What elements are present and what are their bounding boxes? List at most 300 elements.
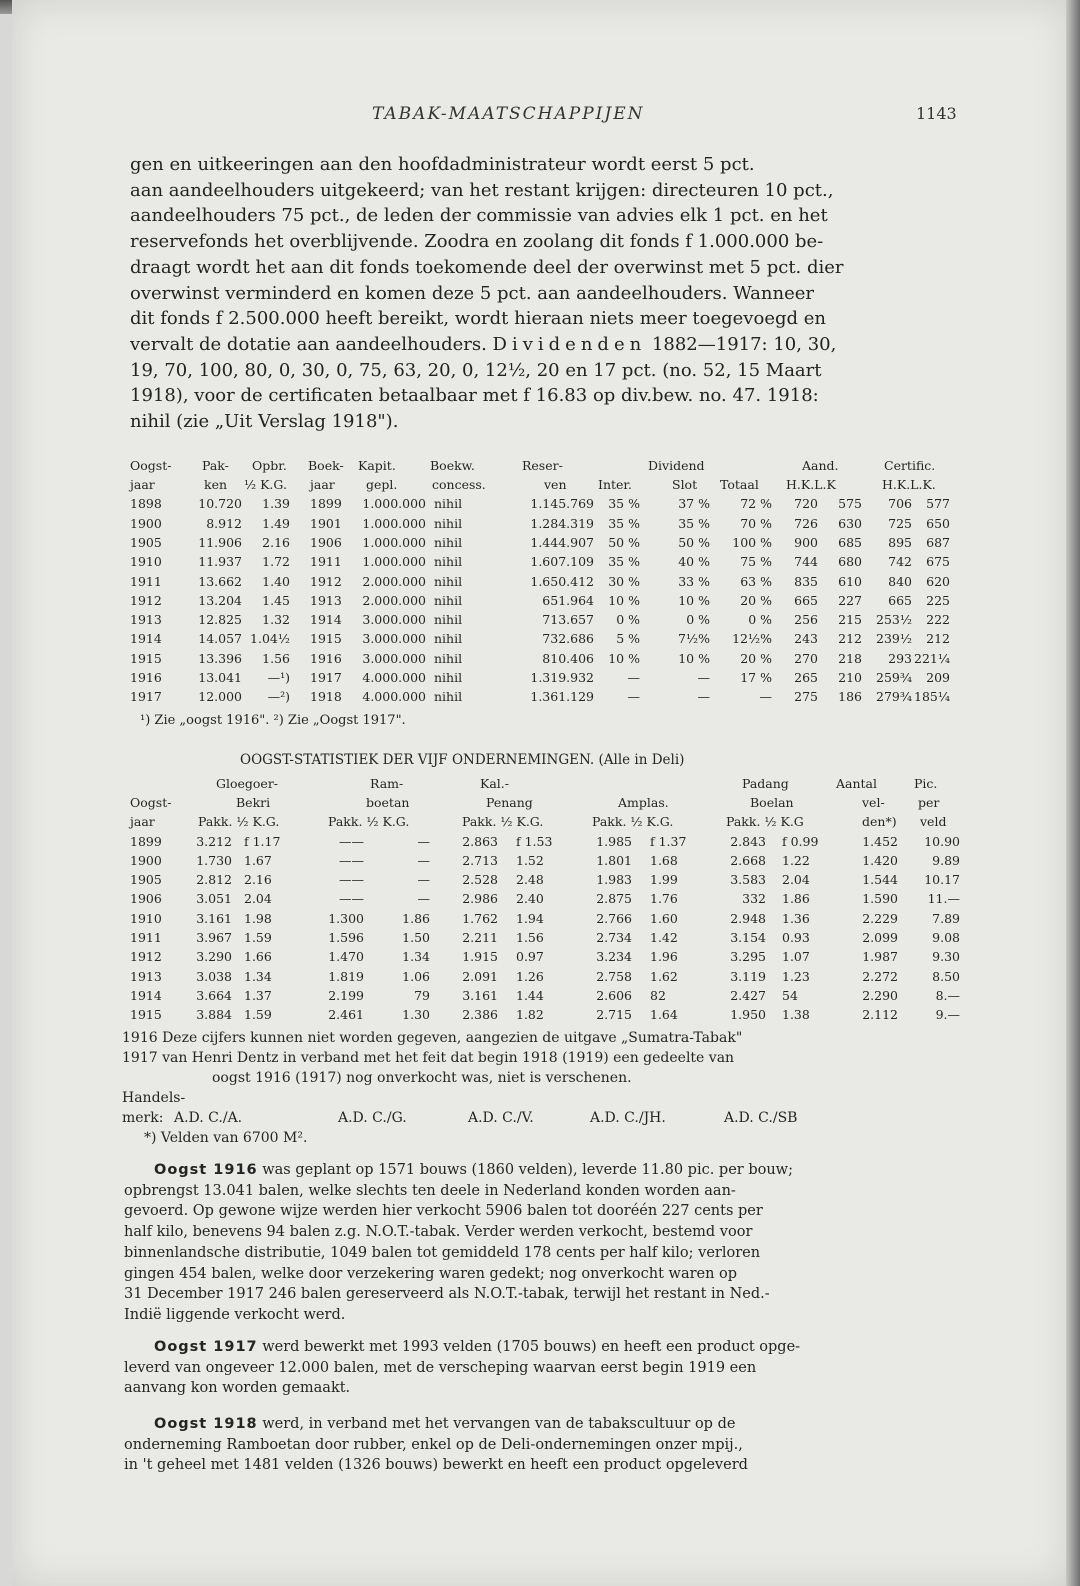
table-cell: 0 % — [616, 612, 640, 628]
table-cell: 20 % — [740, 592, 772, 608]
table-cell: 7½% — [678, 631, 710, 647]
table-row — [130, 689, 960, 708]
table-cell: 2.427 — [730, 987, 766, 1003]
table-cell: 79 — [414, 987, 430, 1003]
table-cell: 8.912 — [206, 515, 242, 531]
text-segment: was geplant op 1571 bouws (1860 velden), leverde 11.80 pic. per bouw; — [257, 1162, 793, 1178]
table-cell: — — [627, 689, 640, 705]
table-cell: 1.361.129 — [530, 689, 594, 705]
table-cell: 1912 — [310, 573, 342, 589]
text-line — [124, 1414, 748, 1435]
table-cell: nihil — [434, 496, 463, 512]
table-cell: 9.08 — [932, 930, 960, 946]
merk-value: A.D. C./G. — [338, 1110, 407, 1126]
table-cell: 2.16 — [244, 872, 272, 888]
table-cell: 1.23 — [782, 968, 810, 984]
table-cell: 1912 — [130, 949, 162, 965]
table-cell: 2.290 — [862, 987, 898, 1003]
table-cell: 1900 — [130, 515, 162, 531]
table-cell: 1.59 — [244, 930, 272, 946]
table-cell: 4.000.000 — [362, 670, 426, 686]
table-cell: 1.39 — [262, 496, 290, 512]
text-segment: werd bewerkt met 1993 velden (1705 bouws) en heeft een product opge- — [257, 1339, 801, 1355]
text-line: aan aandeelhouders uitgekeerd; van het restant krijgen: directeuren 10 pct., — [130, 179, 834, 201]
table-header-cell: gepl. — [366, 477, 398, 493]
text-segment: werd, in verband met het vervangen van de tabakscultuur op de — [257, 1416, 736, 1432]
footnote: ¹) Zie „oogst 1916". ²) Zie „Oogst 1917". — [140, 713, 406, 728]
table-cell: 1.145.769 — [530, 496, 594, 512]
table-cell: 3.038 — [196, 968, 232, 984]
table-cell: 2.000.000 — [362, 592, 426, 608]
table-header-cell: per — [918, 795, 940, 811]
table-cell: 3.000.000 — [362, 612, 426, 628]
table-cell: 1.82 — [516, 1007, 544, 1023]
table-cell: 895 — [888, 534, 912, 550]
table-cell: 1916 — [130, 670, 162, 686]
scan-right-edge — [1066, 0, 1080, 1586]
table-cell: 1.99 — [650, 872, 678, 888]
table-cell: 2.386 — [462, 1007, 498, 1023]
table-header-cell: ven — [544, 477, 567, 493]
table-cell: 40 % — [678, 554, 710, 570]
table-cell: 1.60 — [650, 910, 678, 926]
table-cell: 10 % — [678, 592, 710, 608]
table-cell: 33 % — [678, 573, 710, 589]
table-cell: 742 — [888, 554, 912, 570]
dividend-table — [130, 458, 960, 709]
text-line: onderneming Ramboetan door rubber, enkel op de Deli-ondernemingen onzer mpij., — [124, 1436, 743, 1453]
table-header-cell: Slot — [672, 477, 698, 493]
note-line: oogst 1916 (1917) nog onverkocht was, niet is verschenen. — [212, 1070, 632, 1086]
table-cell: 3.234 — [596, 949, 632, 965]
table-row — [130, 516, 960, 535]
table-cell: 1.45 — [262, 592, 290, 608]
table-cell: 3.664 — [196, 987, 232, 1003]
table-header-cell: jaar — [130, 814, 155, 830]
table-header-cell: Gloegoer- — [216, 776, 279, 791]
table-cell: 1914 — [130, 631, 162, 647]
table-cell: 7.89 — [932, 910, 960, 926]
table-row — [122, 930, 962, 949]
table-cell: 1915 — [310, 631, 342, 647]
table-cell: 54 — [782, 987, 798, 1003]
table-cell: 13.041 — [198, 670, 242, 686]
table-cell: 2.04 — [244, 891, 272, 907]
table-row — [130, 651, 960, 670]
table-cell: 35 % — [608, 554, 640, 570]
table-cell: 5 % — [616, 631, 640, 647]
table-cell: 1.86 — [782, 891, 810, 907]
table-cell: 2.875 — [596, 891, 632, 907]
table-cell: 726 — [794, 515, 818, 531]
table-header-cell: Oogst- — [130, 795, 172, 811]
text-line: gingen 454 balen, welke door verzekering waren gedekt; nog onverkocht waren op — [124, 1265, 738, 1282]
table-cell: 1.94 — [516, 910, 544, 926]
table-header-cell: ken — [204, 477, 228, 493]
table-cell: 2.099 — [862, 930, 898, 946]
table-cell: 1.06 — [402, 968, 430, 984]
text-line: Indië liggende verkocht werd. — [124, 1306, 346, 1323]
table-cell: 1.319.932 — [530, 670, 594, 686]
table-cell: 3.583 — [730, 872, 766, 888]
table-row — [122, 911, 962, 930]
table-cell: 675 — [926, 554, 950, 570]
table-header-row — [122, 776, 962, 795]
table-cell: 11.906 — [198, 534, 242, 550]
table-cell: nihil — [434, 534, 463, 550]
table-cell: 3.884 — [196, 1007, 232, 1023]
table-cell: 1.37 — [244, 987, 272, 1003]
table-cell: 1.544 — [862, 872, 898, 888]
table-cell: 1.596 — [328, 930, 364, 946]
table-cell: 1.67 — [244, 852, 272, 868]
table-cell: 2.734 — [596, 930, 632, 946]
table-cell: 279¾ — [876, 689, 912, 705]
table-cell: f 1.17 — [244, 833, 281, 849]
text-line: half kilo, benevens 94 balen z.g. N.O.T.-tabak. Verder werden verkocht, bestemd voor — [124, 1224, 753, 1241]
table-cell: nihil — [434, 612, 463, 628]
table-row — [122, 949, 962, 968]
table-cell: 1.26 — [516, 968, 544, 984]
table-cell: 2.000.000 — [362, 573, 426, 589]
table-cell: 293 — [888, 650, 912, 666]
table-cell: 75 % — [740, 554, 772, 570]
table-cell: 9.— — [935, 1007, 960, 1023]
table-cell: 900 — [794, 534, 818, 550]
harvest-1917-section — [124, 1337, 800, 1399]
table-row — [122, 834, 962, 853]
table-cell: 1.284.319 — [530, 515, 594, 531]
table-cell: 2.272 — [862, 968, 898, 984]
table-cell: 13.396 — [198, 650, 242, 666]
table-cell: nihil — [434, 592, 463, 608]
table-header-cell: Pic. — [914, 776, 938, 791]
table-cell: 1.76 — [650, 891, 678, 907]
table-cell: 70 % — [740, 515, 772, 531]
table-cell: 2.668 — [730, 852, 766, 868]
table-cell: 1.44 — [516, 987, 544, 1003]
table-cell: 1.470 — [328, 949, 364, 965]
table-cell: 2.758 — [596, 968, 632, 984]
table-cell: 2.606 — [596, 987, 632, 1003]
table-cell: —²) — [267, 689, 290, 705]
table-cell: 3.051 — [196, 891, 232, 907]
text-line — [124, 1160, 793, 1181]
table-cell: 3.212 — [196, 833, 232, 849]
table-cell: —— — [339, 833, 364, 849]
table-row — [122, 872, 962, 891]
table-body — [130, 496, 960, 708]
table-cell: 1912 — [130, 592, 162, 608]
table-cell: 3.154 — [730, 930, 766, 946]
table-header-cell: boetan — [366, 795, 410, 811]
table-cell: 3.967 — [196, 930, 232, 946]
table-cell: 2.715 — [596, 1007, 632, 1023]
table-cell: 63 % — [740, 573, 772, 589]
table-cell: 1.762 — [462, 910, 498, 926]
footnote: *) Velden van 6700 M². — [144, 1130, 308, 1146]
table-cell: 1.42 — [650, 930, 678, 946]
table-cell: 1.40 — [262, 573, 290, 589]
table-cell: 1.56 — [516, 930, 544, 946]
handels-label: Handels- — [122, 1090, 186, 1106]
text-line: leverd van ongeveer 12.000 balen, met de verscheping waarvan eerst begin 1919 een — [124, 1359, 757, 1376]
table-cell: 1.62 — [650, 968, 678, 984]
harvest-statistics-table — [122, 776, 962, 1027]
table-cell: 3.161 — [462, 987, 498, 1003]
table-cell: 1.801 — [596, 852, 632, 868]
table-cell: 3.161 — [196, 910, 232, 926]
table-row — [130, 496, 960, 515]
table-header-cell: Pakk. ½ K.G — [726, 814, 804, 830]
table-header-cell: jaar — [130, 477, 155, 493]
table-cell: 17 % — [740, 670, 772, 686]
table-cell: 2.948 — [730, 910, 766, 926]
table-cell: 2.091 — [462, 968, 498, 984]
table-cell: 680 — [838, 554, 862, 570]
table-row — [122, 891, 962, 910]
table-cell: 1905 — [130, 534, 162, 550]
table-cell: 221¼ — [914, 650, 950, 666]
table-cell: 1910 — [130, 554, 162, 570]
table-header-cell: Opbr. — [252, 458, 287, 473]
table-cell: 100 % — [732, 534, 772, 550]
table-header-row — [122, 795, 962, 814]
table-header-cell: Bekri — [236, 795, 271, 811]
table-cell: 1.34 — [402, 949, 430, 965]
table-cell: 10.17 — [924, 872, 960, 888]
table-cell: 1.000.000 — [362, 515, 426, 531]
table-cell: — — [417, 891, 430, 907]
table-cell: 1913 — [130, 968, 162, 984]
table-cell: 1.983 — [596, 872, 632, 888]
section-lead: Oogst 1918 — [154, 1416, 258, 1432]
table-cell: 0.97 — [516, 949, 544, 965]
dividend-heading: Dividenden — [492, 333, 647, 355]
table-cell: —¹) — [267, 670, 290, 686]
table-cell: 212 — [838, 631, 862, 647]
table-cell: 1.49 — [262, 515, 290, 531]
table-cell: 10 % — [608, 650, 640, 666]
table-cell: 1.590 — [862, 891, 898, 907]
table-cell: 1.444.907 — [530, 534, 594, 550]
note-line: 1917 van Henri Dentz in verband met het feit dat begin 1918 (1919) een gedeelte van — [122, 1050, 735, 1066]
table-cell: 0.93 — [782, 930, 810, 946]
table-cell: 1.950 — [730, 1007, 766, 1023]
table-cell: 1.987 — [862, 949, 898, 965]
table-cell: 1914 — [130, 987, 162, 1003]
table-cell: nihil — [434, 631, 463, 647]
table-cell: 212 — [926, 631, 950, 647]
table-cell: 218 — [838, 650, 862, 666]
table-cell: 1.30 — [402, 1007, 430, 1023]
table-cell: 1.36 — [782, 910, 810, 926]
table-cell: 9.30 — [932, 949, 960, 965]
table-cell: 1910 — [130, 910, 162, 926]
table-cell: 0 % — [686, 612, 710, 628]
table-header-cell: Pakk. ½ K.G. — [198, 814, 280, 830]
text-line: 1918), voor de certificaten betaalbaar met f 16.83 op div.bew. no. 47. 1918: — [130, 385, 819, 407]
text-line: draagt wordt het aan dit fonds toekomende deel der overwinst met 5 pct. dier — [130, 256, 844, 278]
table-header-cell: Pak- — [202, 458, 229, 473]
table-header-cell: Boekw. — [430, 458, 475, 473]
table-cell: 2.16 — [262, 534, 290, 550]
text-line: gen en uitkeeringen aan den hoofdadministrateur wordt eerst 5 pct. — [130, 154, 755, 175]
table-cell: —— — [339, 891, 364, 907]
table-cell: 8.50 — [932, 968, 960, 984]
table-cell: 1.730 — [196, 852, 232, 868]
table-header-cell: Kal.- — [480, 776, 509, 791]
text-line — [124, 1337, 800, 1358]
table-cell: 4.000.000 — [362, 689, 426, 705]
merk-value: A.D. C./SB — [724, 1110, 798, 1126]
text-line: reservefonds het overblijvende. Zoodra en zoolang dit fonds f 1.000.000 be- — [130, 231, 824, 253]
table-cell: 810.406 — [542, 650, 594, 666]
table-cell: 3.290 — [196, 949, 232, 965]
table-cell: 732.686 — [542, 631, 594, 647]
table-cell: nihil — [434, 554, 463, 570]
text-line — [130, 332, 844, 358]
section-lead: Oogst 1917 — [154, 1339, 258, 1355]
table-row — [122, 969, 962, 988]
table-cell: 1898 — [130, 496, 162, 512]
table-cell: 650 — [926, 515, 950, 531]
table-cell: 1906 — [130, 891, 162, 907]
table-cell: 2.528 — [462, 872, 498, 888]
table-cell: — — [697, 689, 710, 705]
table-cell: 239½ — [876, 631, 912, 647]
text-segment: 1882—1917: 10, 30, — [651, 333, 837, 355]
table-header-row — [122, 814, 962, 833]
table-cell: 577 — [926, 496, 950, 512]
table-cell: f 0.99 — [782, 833, 819, 849]
table-cell: — — [697, 670, 710, 686]
table-cell: 2.863 — [462, 833, 498, 849]
table-header-cell: Pakk. ½ K.G. — [328, 814, 410, 830]
table-cell: — — [627, 670, 640, 686]
table-cell: 840 — [888, 573, 912, 589]
table-cell: 744 — [794, 554, 818, 570]
table-cell: 20 % — [740, 650, 772, 666]
text-line: 31 December 1917 246 balen gereserveerd als N.O.T.-tabak, terwijl het restant in Ned.- — [124, 1286, 770, 1303]
table-row — [130, 593, 960, 612]
table-cell: 1917 — [130, 689, 162, 705]
table-cell: 1.98 — [244, 910, 272, 926]
table-cell: 11.937 — [198, 554, 242, 570]
table-row — [130, 612, 960, 631]
table-cell: 2.229 — [862, 910, 898, 926]
table-header-cell: Boek- — [308, 458, 344, 473]
table-cell: 14.057 — [198, 631, 242, 647]
table-cell: nihil — [434, 670, 463, 686]
section-lead: Oogst 1916 — [154, 1162, 258, 1178]
table-header-cell: Inter. — [598, 477, 632, 493]
table-row — [122, 988, 962, 1007]
table-cell: 2.461 — [328, 1007, 364, 1023]
table-cell: 1.985 — [596, 833, 632, 849]
table-cell: 1.04½ — [250, 631, 290, 647]
table-header-row — [130, 477, 960, 496]
table-cell: 275 — [794, 689, 818, 705]
table-cell: 1.96 — [650, 949, 678, 965]
table-cell: 1.000.000 — [362, 496, 426, 512]
book-page — [12, 0, 1070, 1586]
table-cell: 1.300 — [328, 910, 364, 926]
table-cell: 620 — [926, 573, 950, 589]
table-cell: 685 — [838, 534, 862, 550]
table-row — [130, 670, 960, 689]
table-cell: 243 — [794, 631, 818, 647]
table-cell: — — [417, 872, 430, 888]
table-cell: 2.211 — [462, 930, 498, 946]
table-cell: 665 — [794, 592, 818, 608]
table-cell: 713.657 — [542, 612, 594, 628]
table-cell: 332 — [742, 891, 766, 907]
table-notes — [122, 1030, 962, 1150]
table-cell: 706 — [888, 496, 912, 512]
table-cell: 1.650.412 — [530, 573, 594, 589]
table-cell: 215 — [838, 612, 862, 628]
text-line: binnenlandsche distributie, 1049 balen tot gemiddeld 178 cents per half kilo; verloren — [124, 1244, 761, 1261]
table-cell: — — [759, 689, 772, 705]
table-header-cell: den*) — [862, 814, 897, 830]
table-cell: 725 — [888, 515, 912, 531]
table-cell: 1.000.000 — [362, 554, 426, 570]
table-cell: 1913 — [310, 592, 342, 608]
table-cell: 35 % — [678, 515, 710, 531]
table-header-cell: Padang — [742, 776, 789, 791]
table-cell: 2.112 — [862, 1007, 898, 1023]
table-row — [122, 853, 962, 872]
table-cell: 1.000.000 — [362, 534, 426, 550]
table-cell: 1913 — [130, 612, 162, 628]
table-cell: 1.50 — [402, 930, 430, 946]
table-title: OOGST-STATISTIEK DER VIJF ONDERNEMINGEN. (Alle in Deli) — [240, 752, 685, 768]
text-line: aandeelhouders 75 pct., de leden der commissie van advies elk 1 pct. en het — [130, 205, 828, 227]
table-header-cell: concess. — [432, 477, 486, 493]
table-cell: 10.720 — [198, 496, 242, 512]
table-header-cell: Dividend — [648, 458, 705, 473]
table-cell: 35 % — [608, 496, 640, 512]
table-cell: 1911 — [130, 573, 162, 589]
table-cell: 186 — [838, 689, 862, 705]
text-segment: vervalt de dotatie aan aandeelhouders. — [130, 333, 487, 355]
text-line: aanvang kon worden gemaakt. — [124, 1380, 351, 1397]
table-cell: 3.119 — [730, 968, 766, 984]
table-cell: 1.64 — [650, 1007, 678, 1023]
table-cell: 2.766 — [596, 910, 632, 926]
table-header-cell: Pakk. ½ K.G. — [462, 814, 544, 830]
table-cell: 37 % — [678, 496, 710, 512]
table-cell: 1911 — [130, 930, 162, 946]
table-cell: 1.915 — [462, 949, 498, 965]
table-cell: 1906 — [310, 534, 342, 550]
table-cell: 8.— — [935, 987, 960, 1003]
table-cell: 256 — [794, 612, 818, 628]
intro-paragraph — [130, 152, 844, 435]
table-cell: 30 % — [608, 573, 640, 589]
table-cell: 9.89 — [932, 852, 960, 868]
table-cell: 12½% — [732, 631, 772, 647]
table-cell: 687 — [926, 534, 950, 550]
table-header-cell: Penang — [486, 795, 533, 811]
merk-label: merk: — [122, 1110, 164, 1126]
table-cell: 3.000.000 — [362, 631, 426, 647]
table-cell: 50 % — [678, 534, 710, 550]
table-body — [122, 834, 962, 1027]
note-line: 1916 Deze cijfers kunnen niet worden gegeven, aangezien de uitgave „Sumatra-Tabak" — [122, 1030, 743, 1046]
table-cell: 2.04 — [782, 872, 810, 888]
